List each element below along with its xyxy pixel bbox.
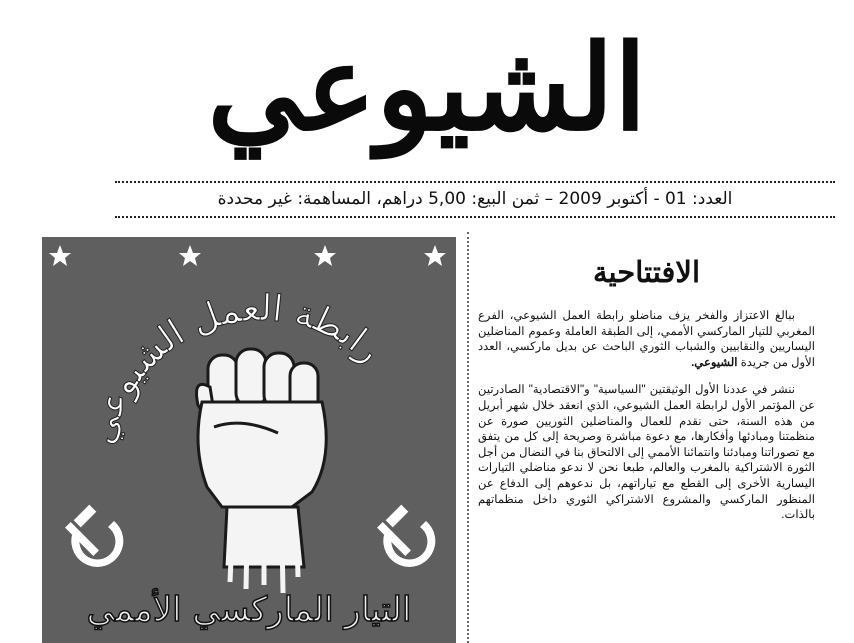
masthead bbox=[0, 8, 854, 168]
hammer-sickle-icon bbox=[377, 505, 435, 567]
column-separator bbox=[467, 232, 469, 643]
editorial-column bbox=[478, 232, 815, 535]
stars-row bbox=[49, 245, 446, 266]
star-icon bbox=[314, 245, 336, 266]
paragraph-text: ببالغ الاعتزاز والفخر يزف مناضلو رابطة العمل الشيوعي، الفرع المغربي للتيار الماركسي الأممي، إلى الطبقة العاملة وعموم المناضلين اليساريين والنقابيين والشباب الثوري الباحث عن بديل ماركسي، العدد الأول من جريدة bbox=[478, 309, 815, 369]
top-dotted-rule bbox=[115, 181, 835, 183]
issue-info: العدد: 01 - أكتوبر 2009 – ثمن البيع: 5,00 دراهم، المساهمة: غير محددة bbox=[217, 189, 733, 209]
editorial-headline: الافتتاحية bbox=[592, 255, 701, 289]
poster-arc-text: رابطة العمل الشيوعي bbox=[81, 287, 389, 449]
star-icon bbox=[179, 245, 201, 266]
star-icon bbox=[49, 245, 71, 266]
newspaper-title: الشيوعي bbox=[207, 18, 647, 157]
bottom-dotted-rule bbox=[115, 216, 835, 218]
editorial-paragraph-1 bbox=[478, 308, 815, 370]
hammer-sickle-icon bbox=[65, 505, 123, 567]
raised-fist-icon bbox=[197, 349, 327, 593]
league-poster bbox=[42, 237, 456, 643]
poster-bottom-text: التيار الماركسي الأممي bbox=[86, 590, 412, 630]
newspaper-name-bold: الشيوعي. bbox=[691, 355, 738, 369]
star-icon bbox=[424, 245, 446, 266]
editorial-paragraph-2: ننشر في عددنا الأول الوثيقتين "السياسية" و"الاقتصادية" الصادرتين عن المؤتمر الأول لرابطة العمل الشيوعي، الذي انعقد خلال شهر أبريل من هذه السنة، حتى نقدم للعمال والمناضلين الثوريين صورة عن منظمتنا ومبادئها وأفكارها، مع دعوة مباشرة وصريحة إلى كل من يتفق مع تصوراتنا ومبادئنا وانتمائنا الأممي إلى الالتحاق بنا في النضال من أجل الثورة الاشتراكية بالمغرب والعالم، طبعا نحن لا ندعو مناضلي التيارات اليسارية الأخرى إلى القطع مع تياراتهم، بل ندعوهم إلى الدفاع عن المنظور الماركسي والمشروع الاشتراكي الثوري داخل منظماتهم بالذات. bbox=[478, 383, 815, 522]
